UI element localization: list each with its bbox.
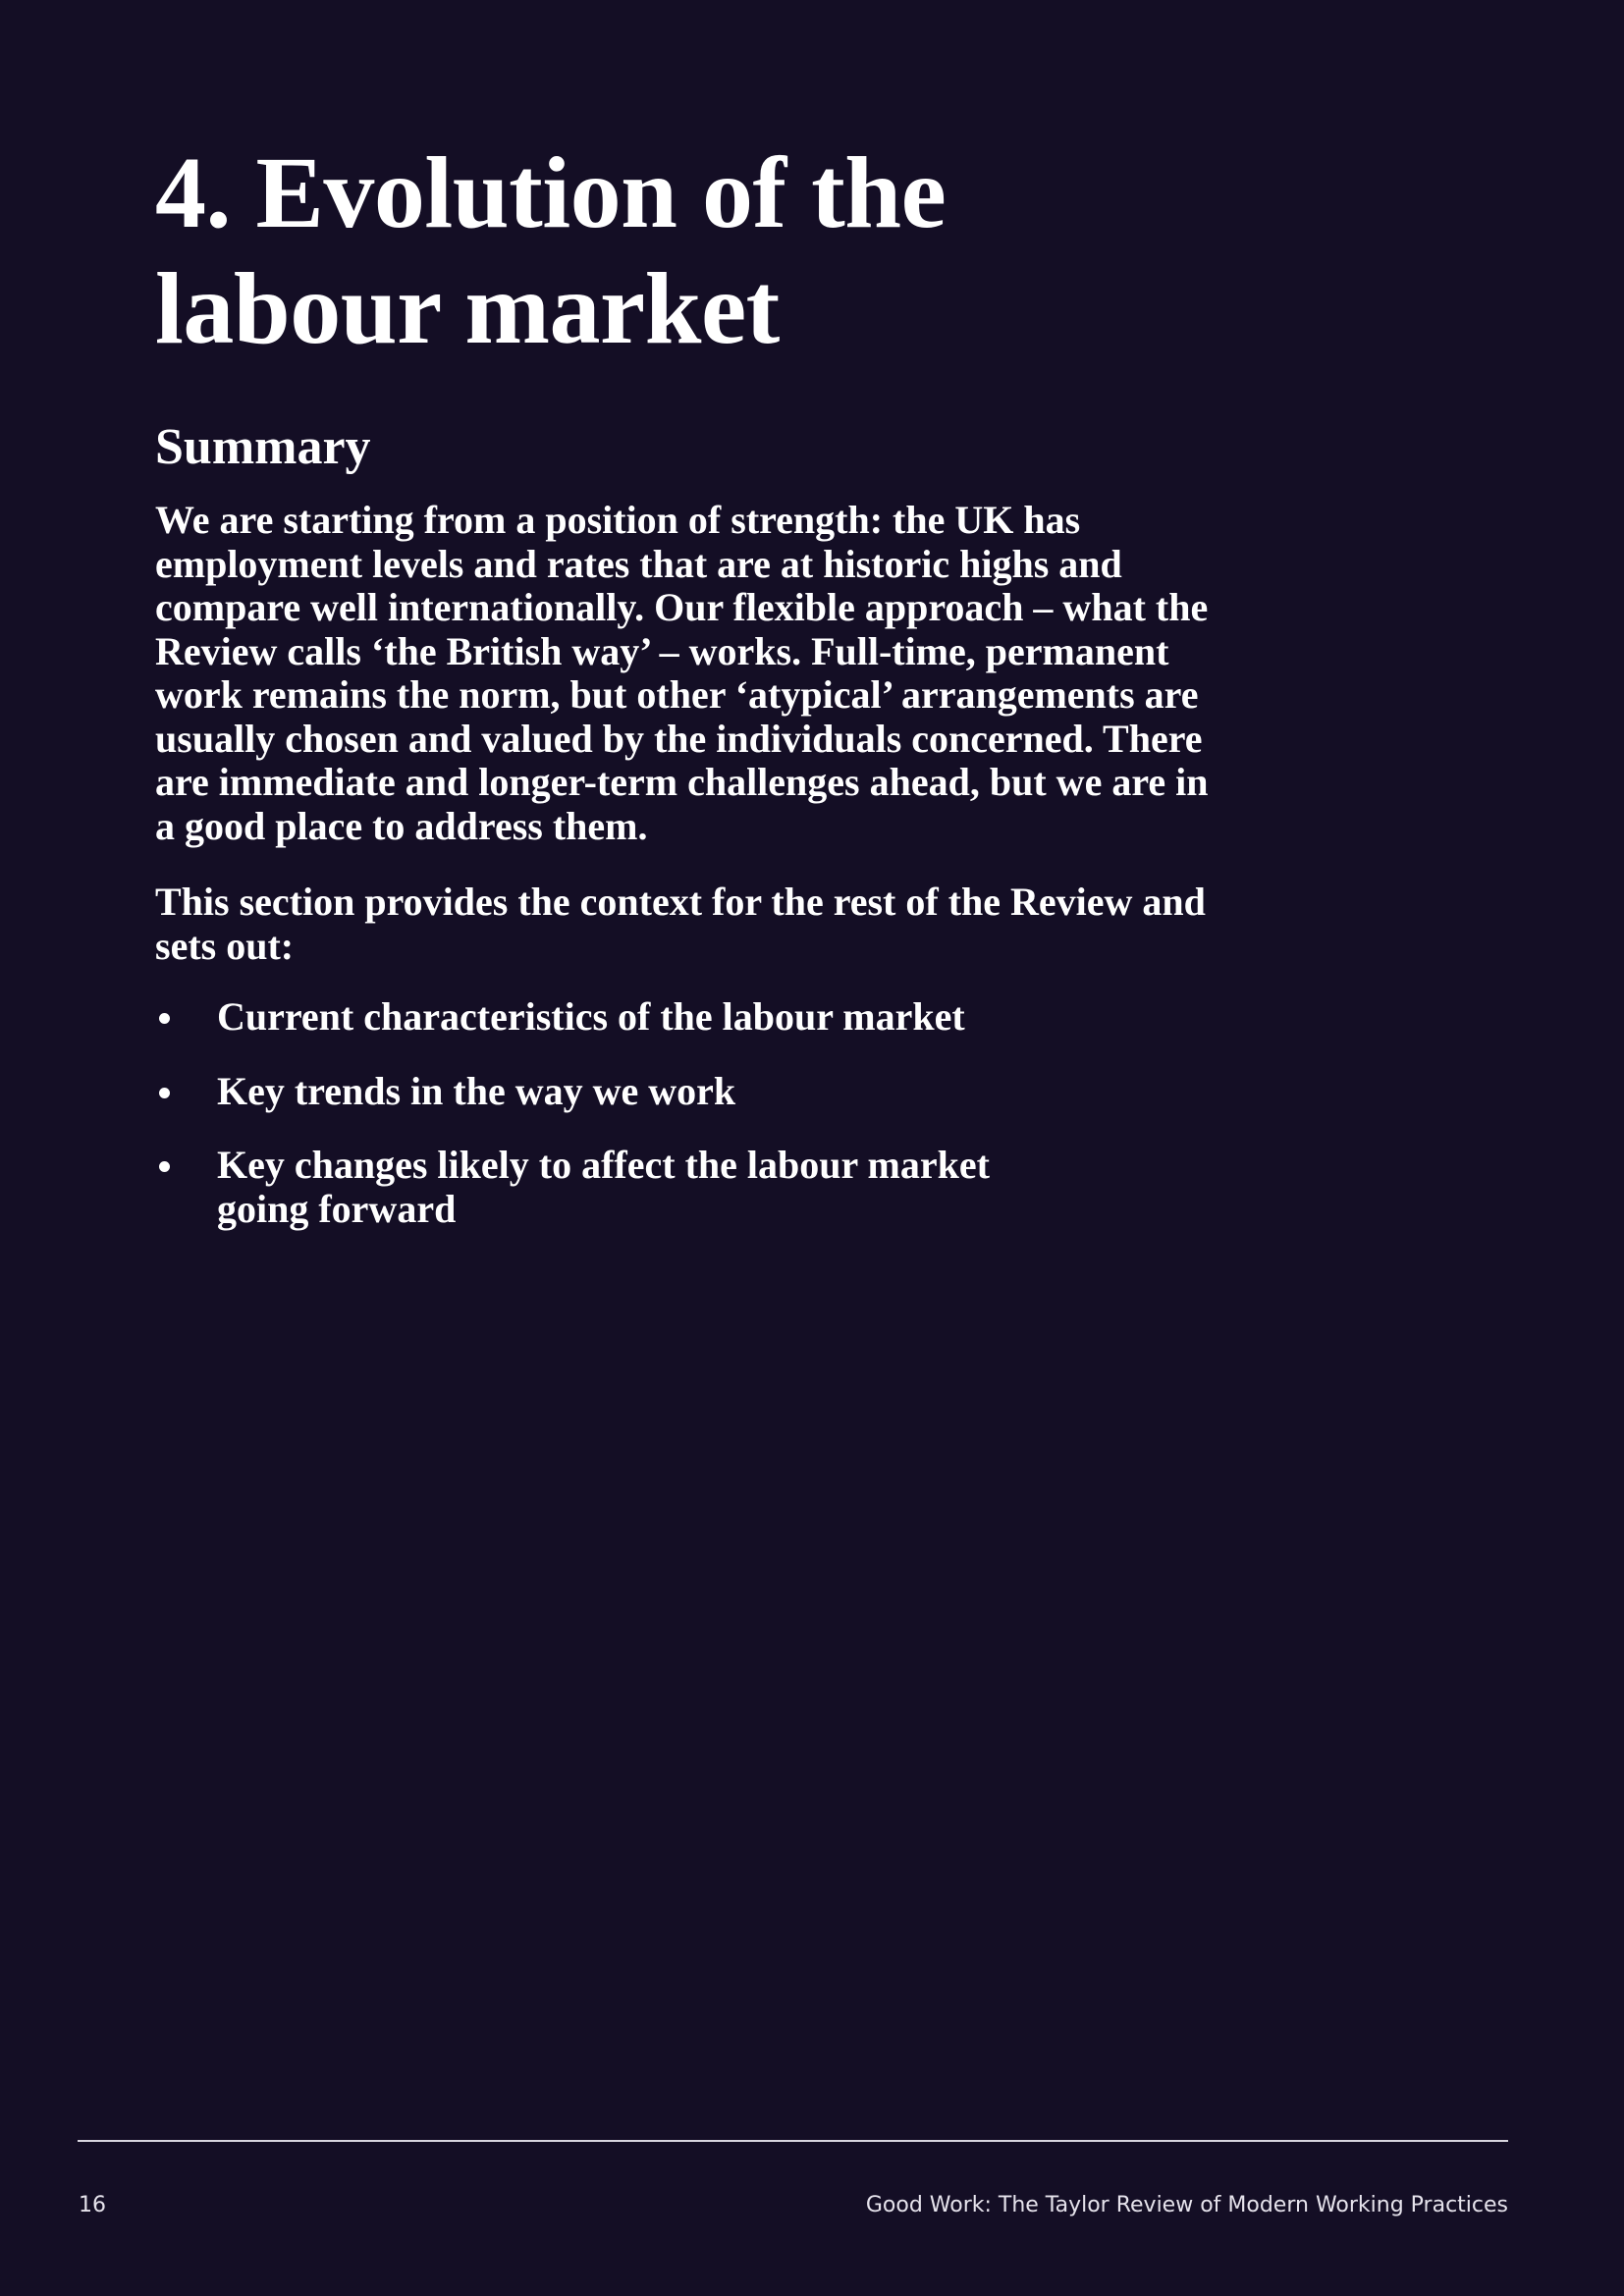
chapter-title-line-1: 4. Evolution of the xyxy=(155,136,947,249)
list-item-text: Current characteristics of the labour market xyxy=(217,994,965,1039)
list-item-text: Key trends in the way we work xyxy=(217,1068,736,1113)
main-content xyxy=(155,135,1255,1261)
summary-paragraph-2: This section provides the context for the rest of the Review and sets out: xyxy=(155,880,1206,968)
publication-title: Good Work: The Taylor Review of Modern Working Practices xyxy=(865,2193,1508,2217)
bullet-dot-icon xyxy=(159,1013,170,1024)
bullet-dot-icon xyxy=(159,1161,170,1172)
bullet-dot-icon xyxy=(159,1088,170,1098)
list-item xyxy=(155,1070,1255,1114)
summary-heading: Summary xyxy=(155,419,371,475)
footer-divider xyxy=(78,2140,1508,2142)
list-item xyxy=(155,995,1255,1040)
page-number: 16 xyxy=(79,2193,106,2217)
list-item xyxy=(155,1144,1255,1231)
list-item-text: Key changes likely to affect the labour market going forward xyxy=(217,1143,990,1231)
chapter-title-line-2: labour market xyxy=(155,252,780,365)
chapter-title xyxy=(155,135,1137,367)
summary-paragraph-1: We are starting from a position of strength: the UK has employment levels and rates that are at historic highs and compare well internationally. Our flexible approach – what the Review calls ‘the British way’ – works. Full-time, permanent work remains the norm, but other ‘atypical’ arrangements are usually chosen and valued by the individuals concerned. There are immediate and longer-term challenges ahead, but we are in a good place to address them. xyxy=(155,498,1209,848)
section-contents-list xyxy=(155,995,1255,1231)
